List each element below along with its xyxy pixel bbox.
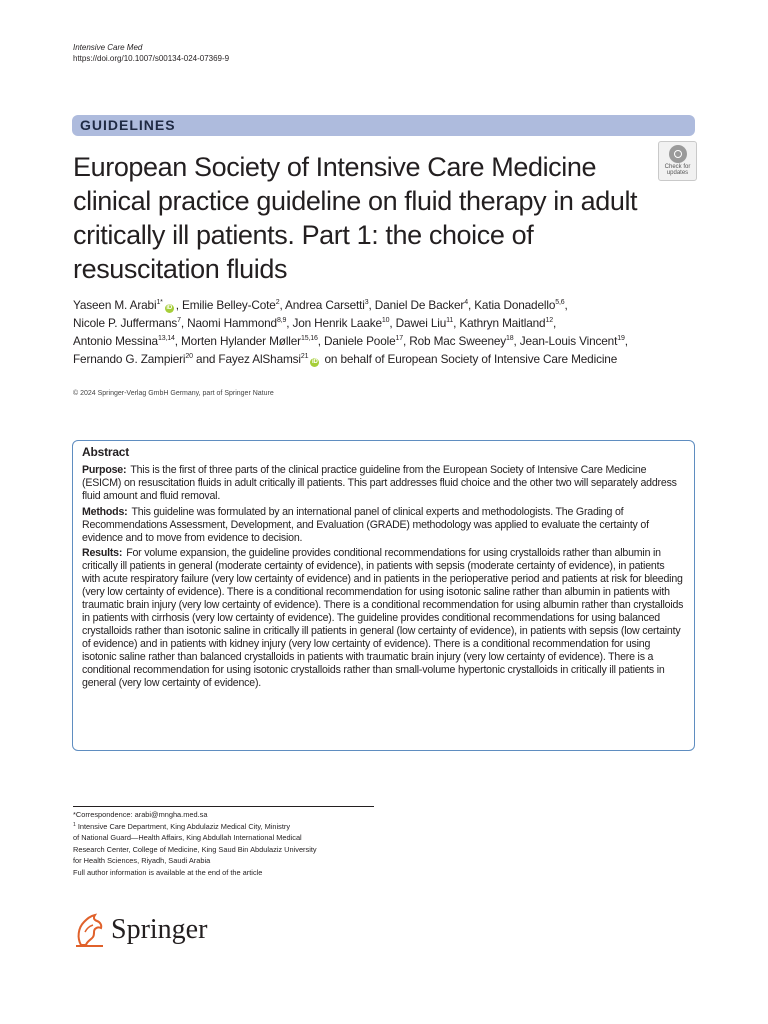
author-affiliation: 5,6: [555, 299, 565, 306]
orcid-icon[interactable]: iD: [312, 359, 318, 365]
copyright-notice: © 2024 Springer-Verlag GmbH Germany, part of Springer Nature: [73, 390, 274, 397]
section-banner: [72, 115, 695, 136]
affiliation-text: Intensive Care Department, King Abdulaziz Medical City, Ministry: [75, 821, 291, 831]
author-affiliation: 2: [275, 299, 280, 306]
author-line-4: [73, 350, 695, 368]
check-updates-line2: updates: [666, 170, 689, 176]
correspondence-email[interactable]: *Correspondence: arabi@mngha.med.sa: [73, 810, 208, 819]
author-info-note: Full author information is available at the end of the article: [73, 867, 263, 877]
author-name[interactable]: , Kathryn Maitland: [453, 316, 546, 330]
results-text: For volume expansion, the guideline provides conditional recommendations for using crystalloids rather than albumin in critically ill patients in general (moderate certainty of evidence), in patients with sepsis (moderate certainty of evidence), in patients with acute respiratory failure (very low certainty of evidence) and in patients in the perioperative period and patients at risk for bleeding (very low certainty of evidence). There is a conditional recommendation for using isotonic saline rather than albumin in patients with traumatic brain injury (very low certainty of evidence). There is a conditional recommendation for using albumin rather than crystalloids in patients with cirrhosis (very low certainty of evidence). The guideline provides conditional recommendations for using balanced crystalloids rather than isotonic saline in critically ill patients in general (low certainty of evidence), in patients with sepsis (low certainty of evidence) and in patients with kidney injury (very low certainty of evidence). There is a conditional recommendation for using isotonic saline rather than balanced crystalloids in patients with traumatic brain injury (very low certainty of evidence). There is a conditional recommendation for using isotonic crystalloids rather than small-volume hypertonic crystalloids in critically ill patients in general (very low certainty of evidence).: [82, 547, 684, 689]
doi-link[interactable]: https://doi.org/10.1007/s00134-024-07369-9: [73, 54, 230, 63]
abstract-purpose: [82, 464, 685, 503]
author-affiliation: 8,9: [276, 317, 287, 324]
author-affiliation: 18: [506, 335, 514, 342]
affiliation-line: of National Guard—Health Affairs, King Abdullah International Medical: [73, 833, 302, 842]
author-name[interactable]: , Emilie Belley-Cote: [175, 298, 276, 312]
methods-label: Methods:: [82, 505, 128, 518]
separator: ,: [624, 334, 628, 348]
author-name[interactable]: , Andrea Carsetti: [279, 298, 365, 312]
author-affiliation: 21: [300, 353, 309, 360]
author-affiliation: 15,16: [300, 335, 318, 342]
author-list: [73, 296, 695, 368]
separator: ,: [552, 316, 557, 330]
author-name[interactable]: Antonio Messina: [73, 334, 158, 348]
author-affiliation: 1*: [156, 299, 163, 306]
author-line-3: [73, 332, 695, 350]
springer-horse-icon: [73, 912, 107, 948]
results-label: Results:: [82, 547, 123, 560]
author-affiliation: 4: [464, 299, 468, 306]
check-updates-line1: Check for: [664, 164, 691, 170]
check-for-updates-badge[interactable]: [658, 141, 697, 181]
orcid-icon[interactable]: iD: [166, 305, 173, 311]
author-name[interactable]: , Dawei Liu: [389, 316, 447, 330]
purpose-text: This is the first of three parts of the clinical practice guideline from the European Society of Intensive Care Medicine (ESICM) on resuscitation fluids in adult critically ill patients. This part addresses fluid choice and the other two will separately address fluid amount and fluid removal.: [82, 464, 677, 502]
separator: ,: [564, 298, 568, 312]
affiliation-line: Research Center, College of Medicine, King Saud Bin Abdulaziz University: [73, 844, 317, 854]
abstract-heading: Abstract: [82, 445, 130, 459]
footnote-divider: [73, 806, 374, 807]
author-affiliation: 3: [364, 299, 369, 306]
author-name[interactable]: Fernando G. Zampieri: [73, 352, 186, 366]
author-name[interactable]: , Katia Donadello: [467, 298, 556, 312]
author-name[interactable]: Nicole P. Juffermans: [73, 316, 178, 330]
article-title: European Society of Intensive Care Medicine clinical practice guideline on fluid therapy in adult critically ill patients. Part 1: the choice of resuscitation fluids: [73, 152, 638, 284]
abstract-box: [72, 440, 695, 751]
purpose-label: Purpose:: [82, 464, 127, 476]
methods-text: This guideline was formulated by an international panel of clinical experts and methodologists. The Grading of Recommendations Assessment, Development, and Evaluation (GRADE) methodology was applied to evaluate the certainty of evidence and to move from evidence to decision.: [82, 505, 649, 544]
affiliation-line: [73, 821, 373, 833]
publisher-logo: [73, 910, 207, 950]
author-affiliation: 11: [446, 317, 454, 324]
author-name[interactable]: , Daniele Poole: [317, 334, 396, 348]
section-label: GUIDELINES: [80, 117, 176, 133]
author-affiliation: 12: [545, 317, 553, 324]
abstract-methods: [82, 506, 685, 545]
abstract-results: [82, 547, 685, 689]
footnotes: [73, 809, 373, 878]
author-line-2: [73, 314, 695, 332]
author-line-1: [73, 296, 695, 314]
author-name[interactable]: , Naomi Hammond: [180, 316, 277, 330]
publisher-name: Springer: [111, 914, 208, 945]
author-name[interactable]: , Daniel De Backer: [368, 298, 465, 312]
author-group-note: on behalf of European Society of Intensive Care Medicine: [321, 352, 618, 366]
author-affiliation: 10: [381, 317, 390, 324]
author-name[interactable]: , Morten Hylander Møller: [174, 334, 301, 348]
author-name[interactable]: Yaseen M. Arabi: [73, 298, 157, 312]
journal-name: Intensive Care Med: [73, 43, 143, 52]
affiliation-number: 1: [73, 821, 76, 828]
author-affiliation: 13,14: [157, 335, 175, 342]
affiliation-line: for Health Sciences, Riyadh, Saudi Arabia: [73, 856, 211, 865]
author-affiliation: 7: [177, 317, 181, 324]
check-updates-icon: [669, 145, 687, 163]
author-name[interactable]: , Jon Henrik Laake: [286, 316, 382, 330]
author-affiliation: 19: [617, 335, 625, 342]
author-affiliation: 20: [185, 353, 193, 360]
author-name[interactable]: , Rob Mac Sweeney: [403, 334, 507, 348]
author-name[interactable]: and Fayez AlShamsi: [192, 352, 301, 366]
author-affiliation: 17: [395, 335, 403, 342]
journal-header: [73, 42, 229, 64]
author-name[interactable]: , Jean-Louis Vincent: [513, 334, 618, 348]
